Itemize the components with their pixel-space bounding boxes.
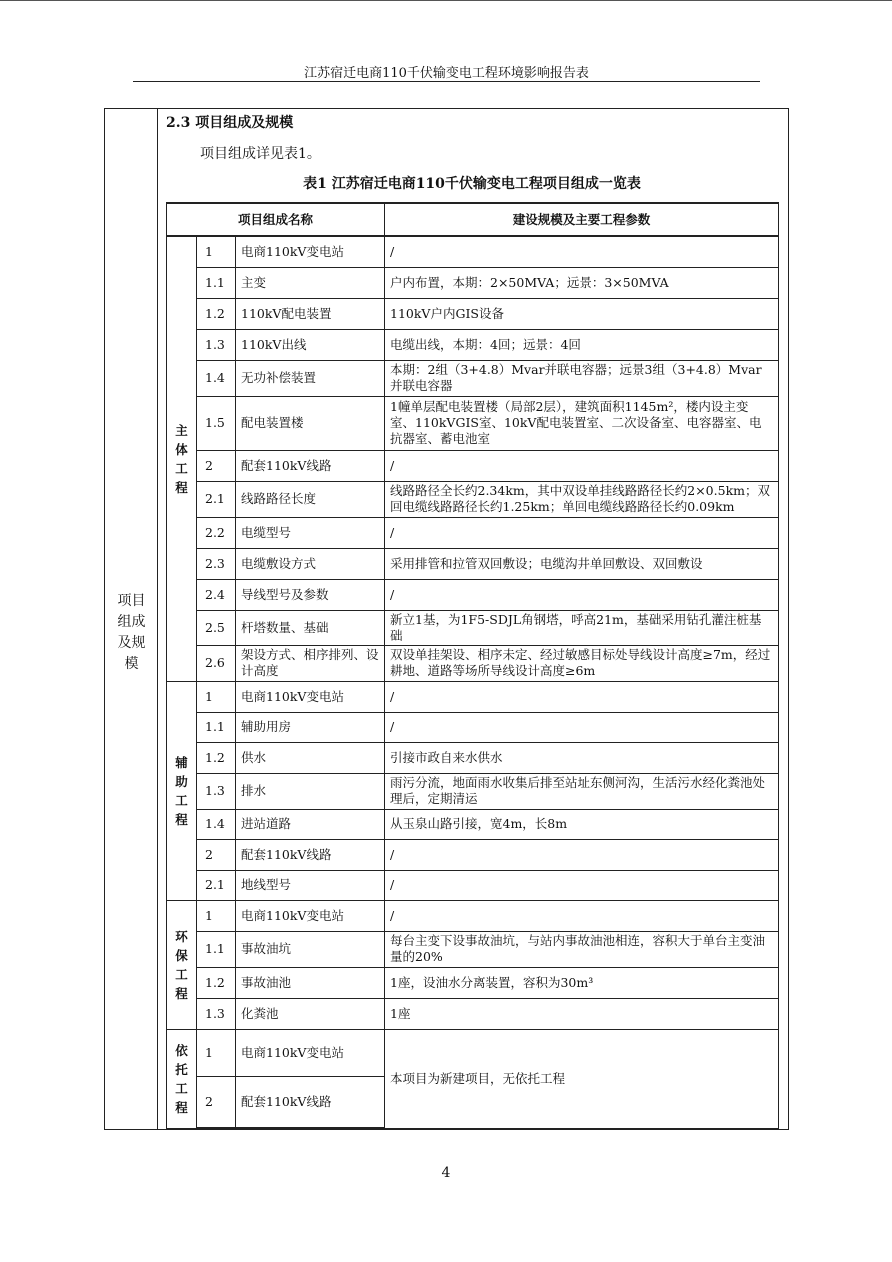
table-row bbox=[167, 579, 779, 610]
page-header: 江苏宿迁电商110千伏输变电工程环境影响报告表 bbox=[304, 66, 589, 81]
item-description: / bbox=[385, 236, 779, 267]
item-name: 杆塔数量、基础 bbox=[236, 610, 385, 645]
item-number: 1.1 bbox=[197, 712, 236, 742]
item-number: 2.1 bbox=[197, 870, 236, 900]
item-name: 主变 bbox=[236, 267, 385, 298]
left-column bbox=[105, 109, 158, 1129]
item-number: 1.3 bbox=[197, 773, 236, 809]
item-description: / bbox=[385, 900, 779, 931]
item-description: / bbox=[385, 839, 779, 870]
category-label-text: 辅助工程 bbox=[175, 754, 188, 827]
item-name: 导线型号及参数 bbox=[236, 579, 385, 610]
item-number: 1 bbox=[197, 681, 236, 712]
left-column-label bbox=[105, 591, 158, 675]
item-name: 事故油池 bbox=[236, 967, 385, 998]
item-description: 线路路径全长约2.34km，其中双设单挂线路路径长约2×0.5km；双回电缆线路路径长约1.25km；单回电缆线路路径长约0.09km bbox=[385, 481, 779, 517]
item-number: 2.2 bbox=[197, 517, 236, 548]
item-number: 2.1 bbox=[197, 481, 236, 517]
table-row bbox=[167, 645, 779, 681]
item-number: 1.1 bbox=[197, 931, 236, 967]
table-row bbox=[167, 967, 779, 998]
item-description: 1幢单层配电装置楼（局部2层），建筑面积1145m²，楼内设主变室、110kVGIS室、10kV配电装置室、二次设备室、电容器室、电抗器室、蓄电池室 bbox=[385, 396, 779, 450]
item-name: 配套110kV线路 bbox=[236, 839, 385, 870]
item-number: 1.5 bbox=[197, 396, 236, 450]
item-number: 1.3 bbox=[197, 998, 236, 1029]
item-description: 采用排管和拉管双回敷设；电缆沟井单回敷设、双回敷设 bbox=[385, 548, 779, 579]
category-label-text: 环保工程 bbox=[175, 928, 188, 1001]
item-number: 2.3 bbox=[197, 548, 236, 579]
item-name: 电缆敷设方式 bbox=[236, 548, 385, 579]
table-row bbox=[167, 712, 779, 742]
item-description: 双设单挂架设、相序未定、经过敏感目标处导线设计高度≥7m，经过耕地、道路等场所导线设计高度≥6m bbox=[385, 645, 779, 681]
left-label-line: 组成 bbox=[117, 614, 146, 630]
item-description: 1座，设油水分离装置，容积为30m³ bbox=[385, 967, 779, 998]
table-row bbox=[167, 548, 779, 579]
left-label-line: 项目 bbox=[117, 593, 146, 609]
page-number: 4 bbox=[441, 1165, 451, 1181]
table-row bbox=[167, 329, 779, 360]
table-row bbox=[167, 396, 779, 450]
item-number: 1.1 bbox=[197, 267, 236, 298]
table-row bbox=[167, 931, 779, 967]
item-name: 地线型号 bbox=[236, 870, 385, 900]
item-description: 本项目为新建项目，无依托工程 bbox=[385, 1029, 779, 1128]
item-name: 电商110kV变电站 bbox=[236, 236, 385, 267]
item-description: / bbox=[385, 712, 779, 742]
table-header-row bbox=[167, 203, 779, 236]
category-label-text: 依托工程 bbox=[175, 1042, 188, 1115]
item-name: 线路路径长度 bbox=[236, 481, 385, 517]
table-title: 表1 江苏宿迁电商110千伏输变电工程项目组成一览表 bbox=[303, 176, 641, 192]
item-description: / bbox=[385, 579, 779, 610]
item-name: 电缆型号 bbox=[236, 517, 385, 548]
item-description: 每台主变下设事故油坑，与站内事故油池相连，容积大于单台主变油量的20% bbox=[385, 931, 779, 967]
top-border bbox=[0, 0, 892, 1]
category-label bbox=[167, 900, 197, 1029]
item-description: 引接市政自来水供水 bbox=[385, 742, 779, 773]
table-row bbox=[167, 900, 779, 931]
table-row bbox=[167, 450, 779, 481]
intro-text: 项目组成详见表1。 bbox=[200, 146, 321, 162]
item-description: 户内布置，本期：2×50MVA；远景：3×50MVA bbox=[385, 267, 779, 298]
item-number: 2 bbox=[197, 1076, 236, 1128]
table-row bbox=[167, 681, 779, 712]
item-name: 无功补偿装置 bbox=[236, 360, 385, 396]
left-label-line: 及规 bbox=[117, 635, 146, 651]
item-name: 事故油坑 bbox=[236, 931, 385, 967]
item-description: 电缆出线，本期：4回；远景：4回 bbox=[385, 329, 779, 360]
section-title: 2.3 项目组成及规模 bbox=[166, 115, 294, 131]
item-name: 辅助用房 bbox=[236, 712, 385, 742]
table-row bbox=[167, 517, 779, 548]
item-name: 110kV出线 bbox=[236, 329, 385, 360]
left-label-line: 模 bbox=[124, 656, 139, 672]
table-row bbox=[167, 742, 779, 773]
item-name: 供水 bbox=[236, 742, 385, 773]
item-name: 110kV配电装置 bbox=[236, 298, 385, 329]
item-number: 1 bbox=[197, 1029, 236, 1076]
table-row bbox=[167, 773, 779, 809]
item-number: 1 bbox=[197, 236, 236, 267]
category-label bbox=[167, 681, 197, 900]
item-description: 1座 bbox=[385, 998, 779, 1029]
item-number: 1 bbox=[197, 900, 236, 931]
table-row bbox=[167, 809, 779, 839]
table-row bbox=[167, 298, 779, 329]
table-row bbox=[167, 481, 779, 517]
category-label bbox=[167, 236, 197, 681]
item-name: 架设方式、相序排列、设计高度 bbox=[236, 645, 385, 681]
table-row bbox=[167, 839, 779, 870]
item-name: 电商110kV变电站 bbox=[236, 1029, 385, 1076]
item-name: 电商110kV变电站 bbox=[236, 681, 385, 712]
item-number: 1.4 bbox=[197, 360, 236, 396]
item-number: 1.2 bbox=[197, 742, 236, 773]
item-number: 1.2 bbox=[197, 967, 236, 998]
column-header: 项目组成名称 bbox=[167, 203, 385, 236]
item-number: 2 bbox=[197, 450, 236, 481]
table-row bbox=[167, 610, 779, 645]
item-description: 雨污分流，地面雨水收集后排至站址东侧河沟，生活污水经化粪池处理后，定期清运 bbox=[385, 773, 779, 809]
table-body bbox=[167, 236, 779, 1128]
item-name: 电商110kV变电站 bbox=[236, 900, 385, 931]
item-description: / bbox=[385, 517, 779, 548]
item-number: 1.2 bbox=[197, 298, 236, 329]
table-row bbox=[167, 267, 779, 298]
header-rule bbox=[133, 81, 760, 82]
category-label-text: 主体工程 bbox=[175, 422, 188, 495]
table-row bbox=[167, 236, 779, 267]
item-number: 2.4 bbox=[197, 579, 236, 610]
item-description: / bbox=[385, 450, 779, 481]
item-name: 进站道路 bbox=[236, 809, 385, 839]
item-number: 1.3 bbox=[197, 329, 236, 360]
item-number: 2.5 bbox=[197, 610, 236, 645]
item-name: 配套110kV线路 bbox=[236, 1076, 385, 1128]
project-composition-table bbox=[166, 202, 779, 1129]
table-row bbox=[167, 870, 779, 900]
category-label bbox=[167, 1029, 197, 1128]
item-description: 110kV户内GIS设备 bbox=[385, 298, 779, 329]
item-description: 从玉泉山路引接，宽4m，长8m bbox=[385, 809, 779, 839]
item-name: 化粪池 bbox=[236, 998, 385, 1029]
item-name: 配电装置楼 bbox=[236, 396, 385, 450]
item-name: 配套110kV线路 bbox=[236, 450, 385, 481]
item-description: 新立1基，为1F5-SDJL角钢塔，呼高21m，基础采用钻孔灌注桩基础 bbox=[385, 610, 779, 645]
table-row bbox=[167, 1029, 779, 1076]
table-row bbox=[167, 998, 779, 1029]
item-number: 1.4 bbox=[197, 809, 236, 839]
item-name: 排水 bbox=[236, 773, 385, 809]
column-header: 建设规模及主要工程参数 bbox=[385, 203, 779, 236]
item-number: 2 bbox=[197, 839, 236, 870]
item-description: 本期：2组（3+4.8）Mvar并联电容器；远景3组（3+4.8）Mvar并联电容器 bbox=[385, 360, 779, 396]
table-row bbox=[167, 360, 779, 396]
item-number: 2.6 bbox=[197, 645, 236, 681]
item-description: / bbox=[385, 681, 779, 712]
item-description: / bbox=[385, 870, 779, 900]
